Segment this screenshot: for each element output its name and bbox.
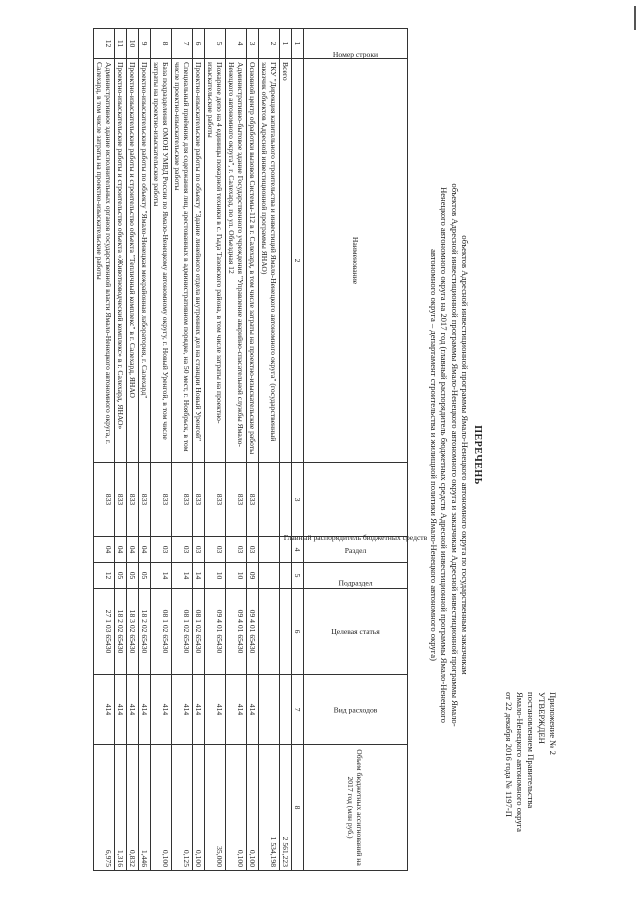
- expense-type-cell: 414: [226, 675, 247, 745]
- approval-block: [503, 692, 558, 897]
- subsection-cell: 14: [193, 563, 205, 589]
- table-row: [172, 29, 193, 871]
- table-row: [151, 29, 172, 871]
- expense-type-cell: 414: [193, 675, 205, 745]
- table-row: [115, 29, 127, 871]
- budget-volume-cell: 6,975: [94, 745, 115, 871]
- title-line-4: автономного округа – департамент строительства и жилищной политики Ямало-Ненецкого автономного округа): [429, 249, 440, 661]
- budget-volume-cell: 0,100: [193, 745, 205, 871]
- table-body: [94, 29, 304, 871]
- header-chief-manager: Главный распорядитель бюджетных средств: [304, 463, 408, 537]
- row-number-cell: 1: [280, 29, 292, 59]
- row-number-cell: 6: [193, 29, 205, 59]
- chief-manager-cell: 833: [115, 463, 127, 537]
- scan-mark: [634, 6, 636, 30]
- column-number-cell: 6: [292, 589, 304, 675]
- row-number-cell: 11: [115, 29, 127, 59]
- target-article-cell: [280, 589, 292, 675]
- budget-volume-cell: 35,000: [205, 745, 226, 871]
- object-name-cell: Проектно-изыскательские работы и строительство объекта «Животноводческий комплекс» в г. Салехард, ЯНАО»: [115, 59, 127, 463]
- table-row: [259, 29, 280, 871]
- title-line-2: объектов Адресной инвестиционной программы Ямало-Ненецкого автономного округа и заказчикам Адресной инвестиционной программы Ямало-: [449, 183, 460, 727]
- resolution-line-2: Ямало-Ненецкого автономного округа: [515, 692, 525, 832]
- header-target-article: Целевая статья: [304, 589, 408, 675]
- object-name-cell: База подразделения ОМОН УМВД России по Ямало-Ненецкому автономному округу, г. Новый Уренгой, в том числе затраты на проектно-изыскательские работы: [151, 59, 172, 463]
- target-article-cell: 08 1 02 65430: [193, 589, 205, 675]
- row-number-cell: 5: [205, 29, 226, 59]
- section-cell: 04: [94, 537, 115, 563]
- budget-volume-cell: 0,100: [151, 745, 172, 871]
- expense-type-cell: 414: [205, 675, 226, 745]
- subsection-cell: 10: [205, 563, 226, 589]
- section-cell: 03: [172, 537, 193, 563]
- column-number-cell: 3: [292, 463, 304, 537]
- expense-type-cell: 414: [151, 675, 172, 745]
- header-section: Раздел: [304, 537, 408, 563]
- table-row: [226, 29, 247, 871]
- object-name-cell: Административно-бытовое здание Государственного учреждения "Управление аварийно-спасательной службы Ямало-Ненецкого автономного округа", г. Салехард, по ул. Объездная 12: [226, 59, 247, 463]
- table-row: [127, 29, 139, 871]
- table-row: [247, 29, 259, 871]
- expense-type-cell: 414: [247, 675, 259, 745]
- row-number-cell: 8: [151, 29, 172, 59]
- subsection-cell: 14: [172, 563, 193, 589]
- table-row: [139, 29, 151, 871]
- column-number-cell: 5: [292, 563, 304, 589]
- row-number-cell: 4: [226, 29, 247, 59]
- header-row-number: Номер строки: [304, 29, 408, 59]
- resolution-date: от 22 декабря 2016 года № 1197-П: [504, 692, 514, 817]
- column-number-cell: 2: [292, 59, 304, 463]
- row-number-cell: 2: [259, 29, 280, 59]
- chief-manager-cell: 833: [127, 463, 139, 537]
- section-cell: 03: [205, 537, 226, 563]
- title-line-3: Ненецкого автономного округа на 2017 год (главный распорядитель бюджетных средств Адресной инвестиционной программы Ямало-Ненецкого: [439, 187, 450, 723]
- expense-type-cell: 414: [127, 675, 139, 745]
- expense-type-cell: [259, 675, 280, 745]
- target-article-cell: 08 1 02 65430: [172, 589, 193, 675]
- subsection-cell: 12: [94, 563, 115, 589]
- budget-volume-cell: 2 561,223: [280, 745, 292, 871]
- document-title: [429, 60, 482, 850]
- budget-volume-cell: 1,446: [139, 745, 151, 871]
- table-header-row: [304, 29, 408, 871]
- chief-manager-cell: 833: [139, 463, 151, 537]
- section-cell: [259, 537, 280, 563]
- header-budget-volume: Объем бюджетных ассигнований на 2017 год (млн руб.): [304, 745, 408, 871]
- target-article-cell: 09 4 01 65430: [226, 589, 247, 675]
- target-article-cell: 18 2 02 65430: [139, 589, 151, 675]
- section-cell: 03: [226, 537, 247, 563]
- target-article-cell: 18 3 02 65430: [127, 589, 139, 675]
- table-row: [280, 29, 292, 871]
- subsection-cell: [280, 563, 292, 589]
- table-row: [205, 29, 226, 871]
- target-article-cell: 08 1 02 65430: [151, 589, 172, 675]
- column-number-cell: 8: [292, 745, 304, 871]
- row-number-cell: 9: [139, 29, 151, 59]
- resolution-line-1: постановлением Правительства: [526, 692, 536, 809]
- object-name-cell: Пожарное депо на 4 единицы пожарной техники в с. Гыда Тазовского района, в том числе затраты на проектно-изыскательские работы: [205, 59, 226, 463]
- chief-manager-cell: 833: [172, 463, 193, 537]
- chief-manager-cell: 833: [226, 463, 247, 537]
- expense-type-cell: 414: [172, 675, 193, 745]
- approved-label: УТВЕРЖДЕН: [537, 692, 547, 744]
- objects-table: [93, 28, 428, 871]
- object-name-cell: Проектно-изыскательские работы и строительство объекта "Тепличный комплекс" в г. Салехард, ЯНАО: [127, 59, 139, 463]
- section-cell: 04: [139, 537, 151, 563]
- subsection-cell: 09: [247, 563, 259, 589]
- budget-volume-cell: 0,832: [127, 745, 139, 871]
- target-article-cell: 18 2 02 65430: [115, 589, 127, 675]
- section-cell: 04: [127, 537, 139, 563]
- target-article-cell: [259, 589, 280, 675]
- budget-volume-cell: 1,316: [115, 745, 127, 871]
- title-heading: ПЕРЕЧЕНЬ: [472, 425, 483, 485]
- expense-type-cell: 414: [139, 675, 151, 745]
- row-number-cell: 10: [127, 29, 139, 59]
- row-number-cell: 12: [94, 29, 115, 59]
- chief-manager-cell: 833: [193, 463, 205, 537]
- budget-volume-cell: 0,100: [226, 745, 247, 871]
- row-number-cell: 3: [247, 29, 259, 59]
- column-number-cell: 4: [292, 537, 304, 563]
- chief-manager-cell: [259, 463, 280, 537]
- section-cell: 03: [151, 537, 172, 563]
- object-name-cell: Административное здание исполнительных органов государственной власти Ямало-Ненецкого автономного округа, г. Салехард, в том числе затраты на проектно-изыскательские работы: [94, 59, 115, 463]
- column-number-row: [292, 29, 304, 871]
- budget-volume-cell: 1 534,198: [259, 745, 280, 871]
- subsection-cell: 05: [139, 563, 151, 589]
- chief-manager-cell: 833: [151, 463, 172, 537]
- table-row: [94, 29, 115, 871]
- subsection-cell: 05: [127, 563, 139, 589]
- target-article-cell: 27 1 03 65430: [94, 589, 115, 675]
- table-row: [193, 29, 205, 871]
- object-name-cell: Проектно-изыскательские работы по объекту "Ямало-Ненецкая межрайонная лаборатория, г. Салехард": [139, 59, 151, 463]
- object-name-cell: Всего: [280, 59, 292, 463]
- expense-type-cell: 414: [115, 675, 127, 745]
- target-article-cell: 09 4 01 65430: [247, 589, 259, 675]
- header-subsection: Подраздел: [304, 563, 408, 589]
- object-name-cell: Проектно-изыскательские работы по объекту "Здание линейного отдела внутренних дел на станции Новый Уренгой": [193, 59, 205, 463]
- object-name-cell: ГКУ "Дирекция капитального строительства и инвестиций Ямало-Ненецкого автономного округа" (государственный заказчик объектов Адресной инвестиционной программы ЯНАО): [259, 59, 280, 463]
- row-number-cell: 7: [172, 29, 193, 59]
- budget-volume-cell: 0,125: [172, 745, 193, 871]
- budget-volume-cell: 0,100: [247, 745, 259, 871]
- target-article-cell: 09 4 01 65430: [205, 589, 226, 675]
- subsection-cell: 14: [151, 563, 172, 589]
- section-cell: 03: [193, 537, 205, 563]
- section-cell: 03: [247, 537, 259, 563]
- title-line-1: объектов Адресной инвестиционной программы Ямало-Ненецкого автономного округа по государственным заказчикам: [459, 235, 470, 675]
- chief-manager-cell: 833: [94, 463, 115, 537]
- header-name: Наименование: [304, 59, 408, 463]
- object-name-cell: Специальный приёмник для содержания лиц, арестованных в административном порядке, на 50 мест, г. Ноябрьск, в том числе проектно-изыскательские работы: [172, 59, 193, 463]
- subsection-cell: [259, 563, 280, 589]
- chief-manager-cell: 833: [205, 463, 226, 537]
- subsection-cell: 10: [226, 563, 247, 589]
- expense-type-cell: [280, 675, 292, 745]
- chief-manager-cell: [280, 463, 292, 537]
- chief-manager-cell: 833: [247, 463, 259, 537]
- column-number-cell: 7: [292, 675, 304, 745]
- appendix-label: Приложение № 2: [548, 692, 558, 755]
- expense-type-cell: 414: [94, 675, 115, 745]
- header-expense-type: Вид расходов: [304, 675, 408, 745]
- section-cell: 04: [115, 537, 127, 563]
- object-name-cell: Основной центр обработки вызовов Системы-112 в г. Салехард, в том числе затраты на проектно-изыскательские работы: [247, 59, 259, 463]
- column-number-cell: 1: [292, 29, 304, 59]
- subsection-cell: 05: [115, 563, 127, 589]
